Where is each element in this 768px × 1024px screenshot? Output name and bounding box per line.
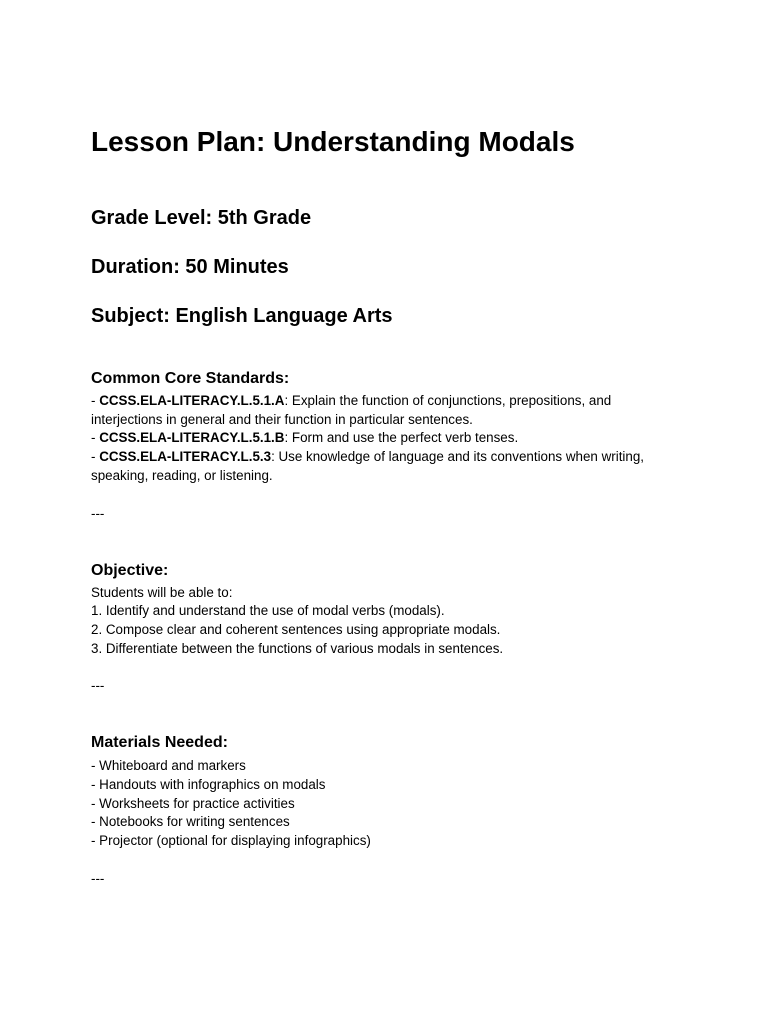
standard-item: - CCSS.ELA-LITERACY.L.5.1.A: Explain the function of conjunctions, prepositions, and (91, 393, 612, 408)
objective-item: 2. Compose clear and coherent sentences using appropriate modals. (91, 621, 501, 637)
section-separator: --- (91, 678, 105, 694)
section-separator: --- (91, 505, 105, 521)
materials-item: - Whiteboard and markers (91, 758, 246, 774)
materials-item: - Handouts with infographics on modals (91, 777, 326, 793)
standard-item: - CCSS.ELA-LITERACY.L.5.3: Use knowledge of language and its conventions when writing, (91, 449, 644, 465)
duration: Duration: 50 Minutes (91, 256, 289, 278)
standards-section (91, 369, 677, 486)
standard-item: - CCSS.ELA-LITERACY.L.5.1.B: Form and use the perfect verb tenses. (91, 430, 519, 446)
materials-heading: Materials Needed: (91, 734, 228, 752)
objective-intro: Students will be able to: (91, 584, 233, 600)
objective-heading: Objective: (91, 561, 169, 579)
standard-code: CCSS.ELA-LITERACY.L.5.3 (99, 449, 272, 465)
standard-item-continued: interjections in general and their function in particular sentences. (91, 411, 473, 427)
materials-item: - Notebooks for writing sentences (91, 814, 290, 830)
objective-item: 3. Differentiate between the functions of various modals in sentences. (91, 640, 504, 656)
materials-section (91, 733, 677, 851)
materials-item: - Worksheets for practice activities (91, 795, 295, 811)
subject: Subject: English Language Arts (91, 305, 393, 327)
grade-level: Grade Level: 5th Grade (91, 207, 312, 229)
standards-heading: Common Core Standards: (91, 370, 290, 387)
standard-text: : Use knowledge of language and its conventions when writing, (271, 449, 644, 465)
standard-code: CCSS.ELA-LITERACY.L.5.1.A (99, 393, 285, 408)
page-title: Lesson Plan: Understanding Modals (91, 126, 575, 157)
standard-code: CCSS.ELA-LITERACY.L.5.1.B (99, 430, 285, 446)
objective-item: 1. Identify and understand the use of modal verbs (modals). (91, 603, 445, 619)
standard-text: : Form and use the perfect verb tenses. (284, 430, 519, 446)
section-separator: --- (91, 870, 105, 886)
objective-section (91, 561, 677, 659)
standard-item-continued: speaking, reading, or listening. (91, 467, 273, 483)
materials-item: - Projector (optional for displaying infographics) (91, 833, 371, 849)
standard-text: : Explain the function of conjunctions, prepositions, and (284, 393, 612, 408)
